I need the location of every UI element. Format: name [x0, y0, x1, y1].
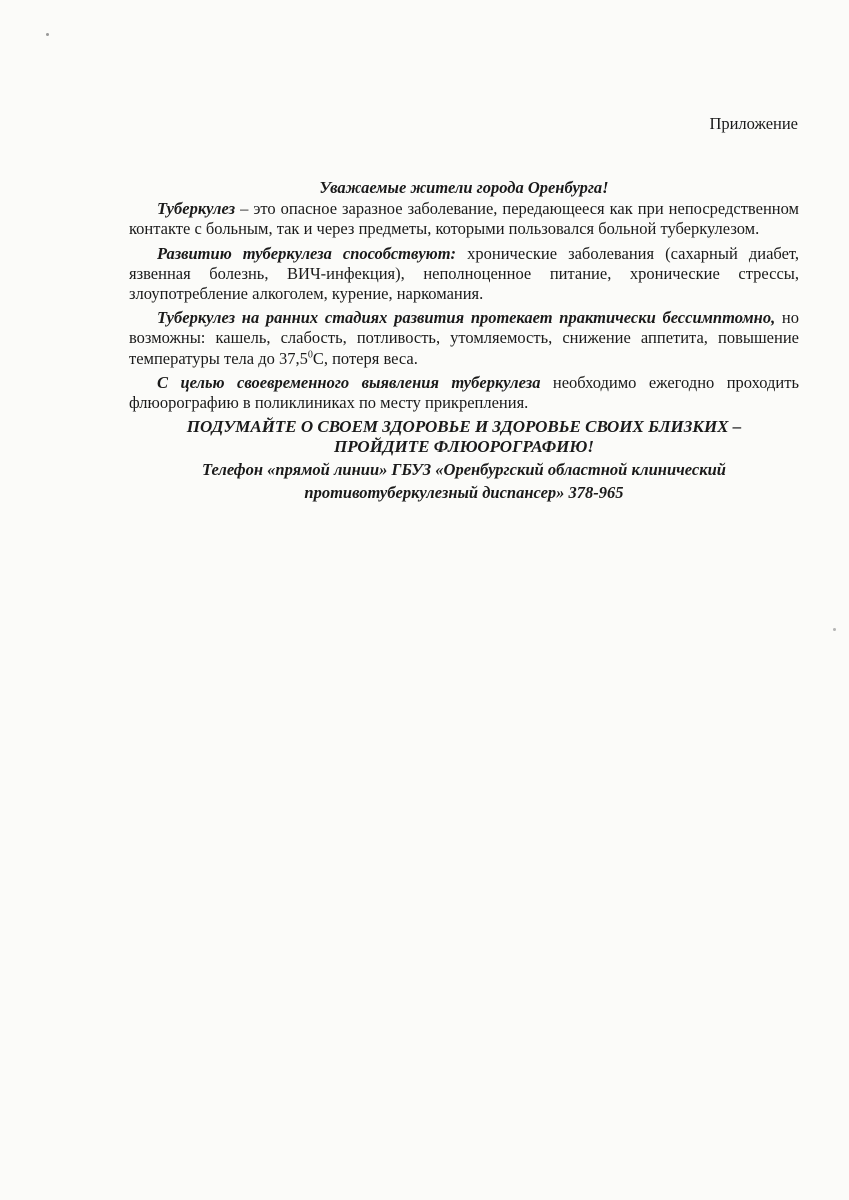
paragraph-text: но возможны: кашель, слабость, потливость, утомляемость, снижение аппетита, повышение температуры тела до 37,5 [129, 308, 799, 368]
appendix-label: Приложение [709, 114, 798, 133]
document-body [129, 178, 799, 504]
callout-line: ПРОЙДИТЕ ФЛЮОРОГРАФИЮ! [334, 437, 594, 457]
paragraph-lead: Туберкулез [157, 199, 236, 219]
paragraph-risk-factors [129, 244, 799, 305]
callout-line: ПОДУМАЙТЕ О СВОЕМ ЗДОРОВЬЕ И ЗДОРОВЬЕ СВОИХ БЛИЗКИХ – [186, 417, 742, 437]
hotline-line: противотуберкулезный диспансер» 378-965 [304, 483, 624, 503]
paragraph-text: С, потеря веса. [312, 348, 418, 368]
paragraph-screening [129, 373, 799, 413]
paragraph-text: необходимо ежегодно проходить флюорографию в поликлиниках по месту прикрепления. [129, 372, 799, 413]
greeting-heading: Уважаемые жители города Оренбурга! [319, 178, 609, 197]
scan-speck [833, 628, 836, 631]
hotline-line: Телефон «прямой линии» ГБУЗ «Оренбургский областной клинический [202, 460, 726, 480]
paragraph-symptoms [129, 308, 799, 369]
degree-superscript: 0 [307, 349, 313, 361]
paragraph-text: – это опасное заразное заболевание, передающееся как при непосредственном контакте с больным, так и через предметы, которыми пользовался больной туберкулезом. [129, 199, 799, 239]
paragraph-lead: Развитию туберкулеза способствуют: [157, 243, 457, 263]
paragraph-definition [129, 199, 799, 239]
paragraph-lead: Туберкулез на ранних стадиях развития протекает практически бессимптомно, [157, 308, 776, 328]
paragraph-text: хронические заболевания (сахарный диабет, язвенная болезнь, ВИЧ-инфекция), неполноценное питание, хронические стрессы, злоупотребление алкоголем, курение, наркомания. [129, 243, 799, 304]
paragraph-lead: С целью своевременного выявления туберкулеза [157, 372, 541, 392]
scan-speck [46, 33, 49, 36]
